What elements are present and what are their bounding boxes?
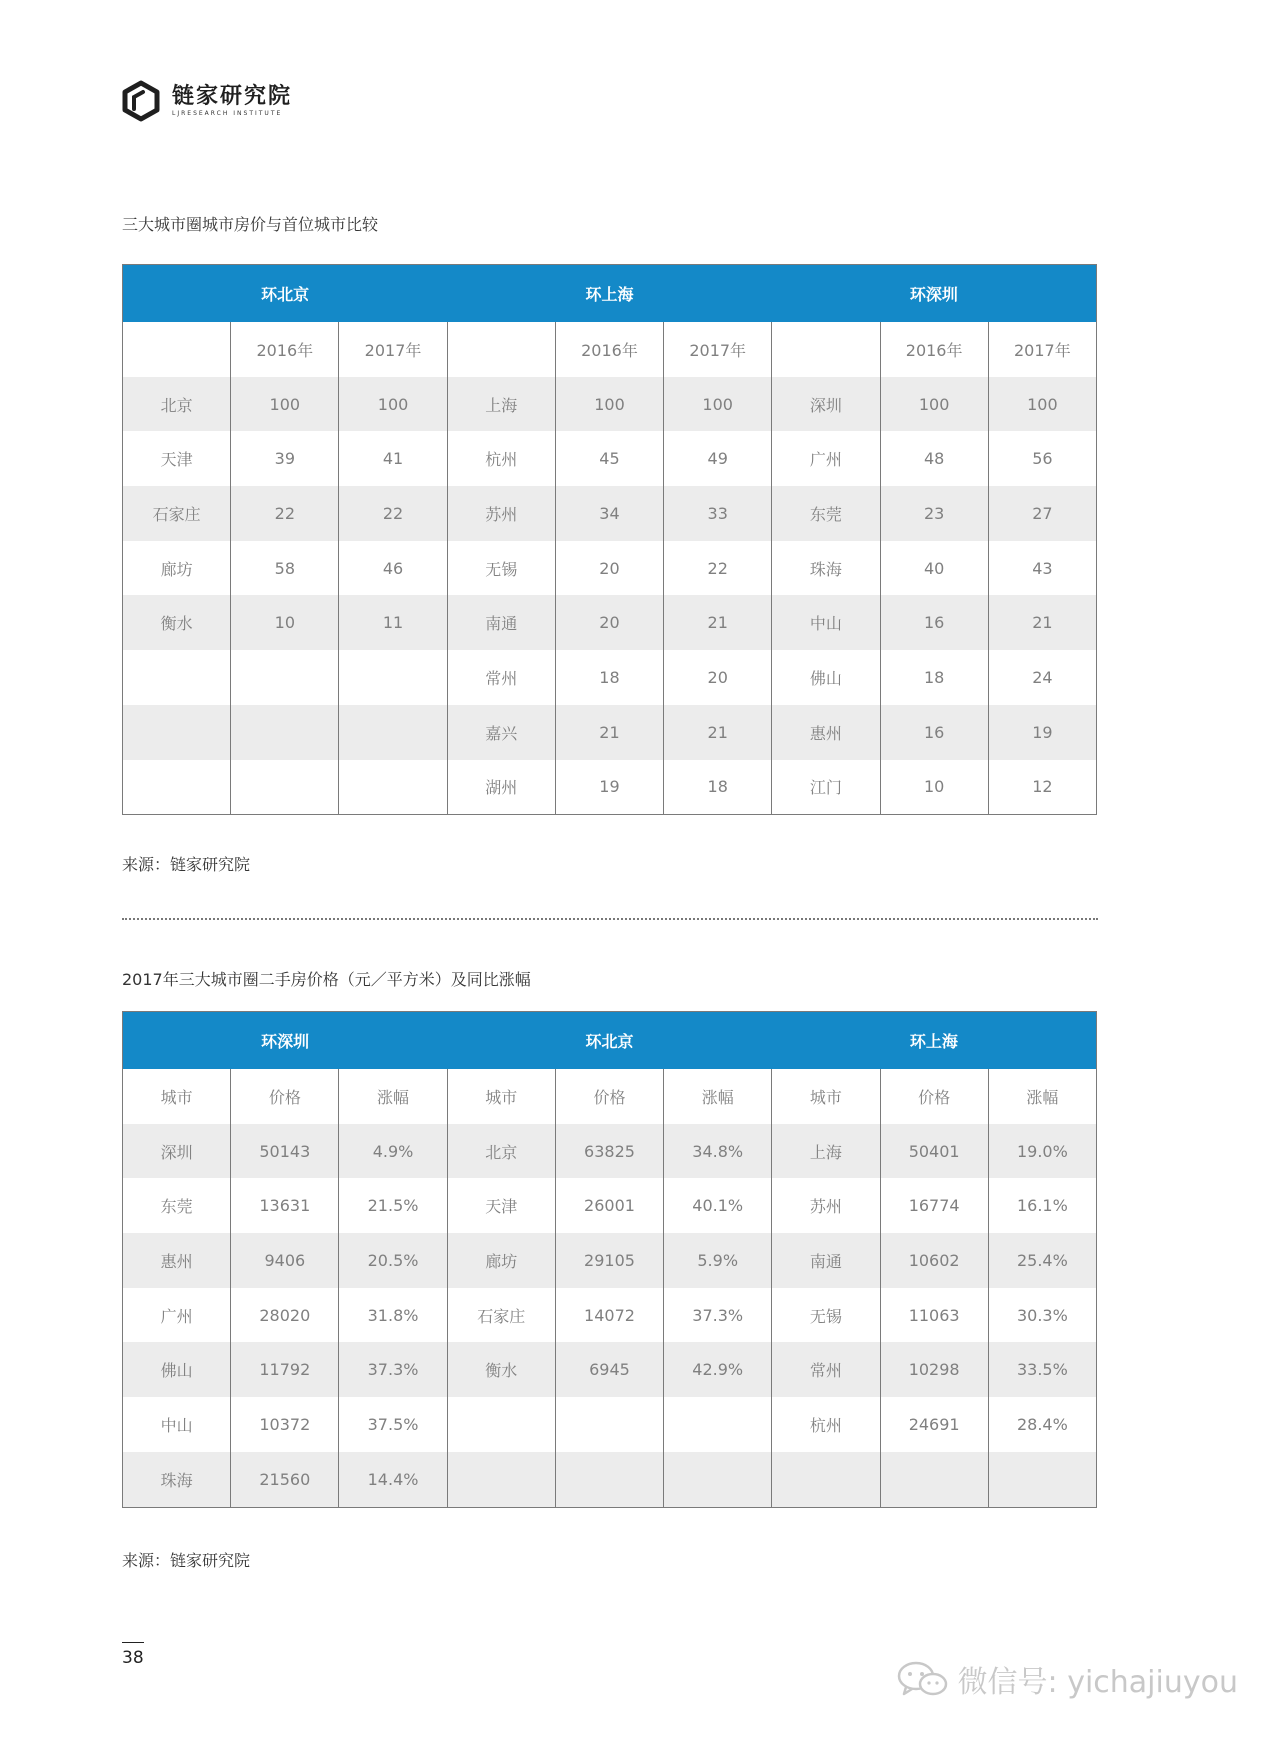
table-cell: 嘉兴: [447, 705, 555, 760]
table-cell: 100: [880, 377, 988, 432]
table-cell: 100: [555, 377, 663, 432]
table-cell: 56: [988, 431, 1096, 486]
table-cell: 涨幅: [664, 1069, 772, 1124]
table-cell: 衡水: [447, 1342, 555, 1397]
table-cell: 34: [555, 486, 663, 541]
table-cell: [664, 1452, 772, 1507]
table-cell: 10372: [231, 1397, 339, 1452]
table-cell: 20: [555, 595, 663, 650]
table-cell: 100: [664, 377, 772, 432]
table-cell: 杭州: [772, 1397, 880, 1452]
table-cell: 28020: [231, 1288, 339, 1343]
table-row: [123, 541, 1097, 596]
brand-logo: [120, 80, 292, 122]
table-cell: 21560: [231, 1452, 339, 1507]
table-cell: 100: [339, 377, 447, 432]
table-cell: 价格: [555, 1069, 663, 1124]
table-cell: 21: [988, 595, 1096, 650]
region-header: 环上海: [772, 1012, 1097, 1070]
table-cell: 石家庄: [447, 1288, 555, 1343]
table-cell: 18: [664, 760, 772, 815]
table-cell: 50401: [880, 1124, 988, 1179]
table-cell: 廊坊: [123, 541, 231, 596]
table-row: [123, 650, 1097, 705]
table-cell: 21: [555, 705, 663, 760]
table-cell: 33: [664, 486, 772, 541]
table-cell: 常州: [447, 650, 555, 705]
table-row: [123, 377, 1097, 432]
table-cell: 南通: [447, 595, 555, 650]
price-ratio-table: [122, 264, 1097, 815]
table-cell: 城市: [447, 1069, 555, 1124]
table-cell: 22: [339, 486, 447, 541]
lianjia-logo-icon: [120, 80, 162, 122]
table-cell: 24691: [880, 1397, 988, 1452]
table-cell: 10: [231, 595, 339, 650]
table1-body: [123, 322, 1097, 815]
table-cell: 佛山: [123, 1342, 231, 1397]
table-cell: 14.4%: [339, 1452, 447, 1507]
table-cell: 21: [664, 705, 772, 760]
table-row: [123, 595, 1097, 650]
table-cell: 城市: [123, 1069, 231, 1124]
region-header: 环深圳: [123, 1012, 448, 1070]
table-cell: 涨幅: [988, 1069, 1096, 1124]
table-row: [123, 1342, 1097, 1397]
table-cell: [339, 760, 447, 815]
table-row: [123, 1069, 1097, 1124]
table-cell: 价格: [880, 1069, 988, 1124]
table-row: [123, 1452, 1097, 1507]
table-cell: 100: [988, 377, 1096, 432]
brand-subtitle: LJRESEARCH INSTITUTE: [172, 109, 283, 117]
table-cell: 34.8%: [664, 1124, 772, 1179]
table-cell: 25.4%: [988, 1233, 1096, 1288]
table-cell: 杭州: [447, 431, 555, 486]
table-cell: 37.3%: [339, 1342, 447, 1397]
table-cell: 4.9%: [339, 1124, 447, 1179]
table-cell: 49: [664, 431, 772, 486]
table-cell: 100: [231, 377, 339, 432]
table-cell: [447, 1397, 555, 1452]
table-cell: 19: [555, 760, 663, 815]
table-cell: [123, 650, 231, 705]
table-cell: 11792: [231, 1342, 339, 1397]
wechat-icon: [896, 1659, 950, 1699]
table-cell: [447, 322, 555, 377]
table-cell: 10602: [880, 1233, 988, 1288]
table-cell: 2017年: [664, 322, 772, 377]
table-cell: 广州: [123, 1288, 231, 1343]
table-cell: 2016年: [555, 322, 663, 377]
table-cell: 20.5%: [339, 1233, 447, 1288]
table2-source: 来源：链家研究院: [122, 1551, 251, 1570]
table-cell: [231, 650, 339, 705]
table-cell: 12: [988, 760, 1096, 815]
table-cell: 16: [880, 705, 988, 760]
table-cell: 北京: [447, 1124, 555, 1179]
table-cell: 石家庄: [123, 486, 231, 541]
table-cell: [988, 1452, 1096, 1507]
table-cell: 9406: [231, 1233, 339, 1288]
table-cell: 湖州: [447, 760, 555, 815]
table-cell: [555, 1397, 663, 1452]
table-cell: 37.5%: [339, 1397, 447, 1452]
table-cell: 城市: [772, 1069, 880, 1124]
table-cell: 苏州: [772, 1178, 880, 1233]
table-cell: 衡水: [123, 595, 231, 650]
wechat-watermark: [896, 1657, 1238, 1701]
table-cell: 天津: [123, 431, 231, 486]
table-cell: 涨幅: [339, 1069, 447, 1124]
table-cell: 18: [555, 650, 663, 705]
table-cell: 19.0%: [988, 1124, 1096, 1179]
table-cell: 16: [880, 595, 988, 650]
table-cell: 佛山: [772, 650, 880, 705]
table-cell: 13631: [231, 1178, 339, 1233]
table-cell: 28.4%: [988, 1397, 1096, 1452]
table-cell: 31.8%: [339, 1288, 447, 1343]
table-cell: 11063: [880, 1288, 988, 1343]
table-cell: 江门: [772, 760, 880, 815]
table-cell: 广州: [772, 431, 880, 486]
table-cell: 39: [231, 431, 339, 486]
table-cell: 20: [664, 650, 772, 705]
table-cell: [231, 705, 339, 760]
table-cell: 16774: [880, 1178, 988, 1233]
table-cell: 43: [988, 541, 1096, 596]
table-cell: 21.5%: [339, 1178, 447, 1233]
table-cell: [772, 1452, 880, 1507]
table-cell: [880, 1452, 988, 1507]
table-cell: 63825: [555, 1124, 663, 1179]
table-cell: 14072: [555, 1288, 663, 1343]
table-cell: 41: [339, 431, 447, 486]
table-cell: 33.5%: [988, 1342, 1096, 1397]
table-cell: 惠州: [123, 1233, 231, 1288]
second-hand-price-table: [122, 1011, 1097, 1508]
region-header: 环北京: [447, 1012, 772, 1070]
table-cell: 11: [339, 595, 447, 650]
table-cell: [339, 705, 447, 760]
table-cell: 37.3%: [664, 1288, 772, 1343]
table-row: [123, 760, 1097, 815]
table-cell: 50143: [231, 1124, 339, 1179]
table-cell: 45: [555, 431, 663, 486]
table-row: [123, 486, 1097, 541]
table1-title: 三大城市圈城市房价与首位城市比较: [122, 215, 379, 234]
table-cell: 天津: [447, 1178, 555, 1233]
table-cell: 中山: [123, 1397, 231, 1452]
table-cell: 珠海: [123, 1452, 231, 1507]
table-cell: 40: [880, 541, 988, 596]
region-header: 环北京: [123, 265, 448, 323]
table-cell: [772, 322, 880, 377]
table-cell: 29105: [555, 1233, 663, 1288]
table-row: [123, 1124, 1097, 1179]
table-cell: [123, 760, 231, 815]
table-cell: 22: [231, 486, 339, 541]
table-cell: 2017年: [988, 322, 1096, 377]
table-cell: 珠海: [772, 541, 880, 596]
table-row: [123, 705, 1097, 760]
table-cell: 常州: [772, 1342, 880, 1397]
table2-title: 2017年三大城市圈二手房价格（元／平方米）及同比涨幅: [122, 970, 531, 989]
table-cell: 廊坊: [447, 1233, 555, 1288]
table-cell: [123, 322, 231, 377]
table-cell: 24: [988, 650, 1096, 705]
table-cell: [555, 1452, 663, 1507]
table-cell: 东莞: [123, 1178, 231, 1233]
table-cell: 2017年: [339, 322, 447, 377]
table-cell: 23: [880, 486, 988, 541]
table-cell: 2016年: [880, 322, 988, 377]
table-cell: [231, 760, 339, 815]
table-row: [123, 431, 1097, 486]
table-cell: [447, 1452, 555, 1507]
table-cell: [339, 650, 447, 705]
table-row: [123, 1233, 1097, 1288]
table-cell: 10: [880, 760, 988, 815]
table-cell: 无锡: [447, 541, 555, 596]
table-cell: 南通: [772, 1233, 880, 1288]
table-row: [123, 1178, 1097, 1233]
table-cell: 18: [880, 650, 988, 705]
table-cell: 30.3%: [988, 1288, 1096, 1343]
region-header: 环深圳: [772, 265, 1097, 323]
table-cell: 19: [988, 705, 1096, 760]
section-divider: [122, 918, 1098, 920]
table-cell: [123, 705, 231, 760]
table-cell: 2016年: [231, 322, 339, 377]
table-cell: 46: [339, 541, 447, 596]
table-cell: 上海: [447, 377, 555, 432]
region-header: 环上海: [447, 265, 772, 323]
table-cell: 10298: [880, 1342, 988, 1397]
watermark-text: 微信号: yichajiuyou: [957, 1665, 1238, 1700]
table-row: [123, 1397, 1097, 1452]
table-cell: 21: [664, 595, 772, 650]
table1-source: 来源：链家研究院: [122, 855, 251, 874]
table-cell: 58: [231, 541, 339, 596]
table-cell: 27: [988, 486, 1096, 541]
table-cell: [664, 1397, 772, 1452]
table-cell: 北京: [123, 377, 231, 432]
table-cell: 6945: [555, 1342, 663, 1397]
table-cell: 40.1%: [664, 1178, 772, 1233]
table-cell: 价格: [231, 1069, 339, 1124]
table-cell: 深圳: [772, 377, 880, 432]
table-row: [123, 1288, 1097, 1343]
table-cell: 东莞: [772, 486, 880, 541]
table-cell: 20: [555, 541, 663, 596]
table-cell: 深圳: [123, 1124, 231, 1179]
table-cell: 上海: [772, 1124, 880, 1179]
brand-name: 链家研究院: [172, 83, 293, 109]
table-cell: 16.1%: [988, 1178, 1096, 1233]
page-number: 38: [122, 1642, 144, 1668]
table-cell: 5.9%: [664, 1233, 772, 1288]
table-cell: 42.9%: [664, 1342, 772, 1397]
table-cell: 无锡: [772, 1288, 880, 1343]
table-cell: 中山: [772, 595, 880, 650]
table-row: [123, 322, 1097, 377]
table-cell: 48: [880, 431, 988, 486]
table-cell: 22: [664, 541, 772, 596]
table-cell: 惠州: [772, 705, 880, 760]
table-cell: 苏州: [447, 486, 555, 541]
table2-body: [123, 1069, 1097, 1507]
table-cell: 26001: [555, 1178, 663, 1233]
